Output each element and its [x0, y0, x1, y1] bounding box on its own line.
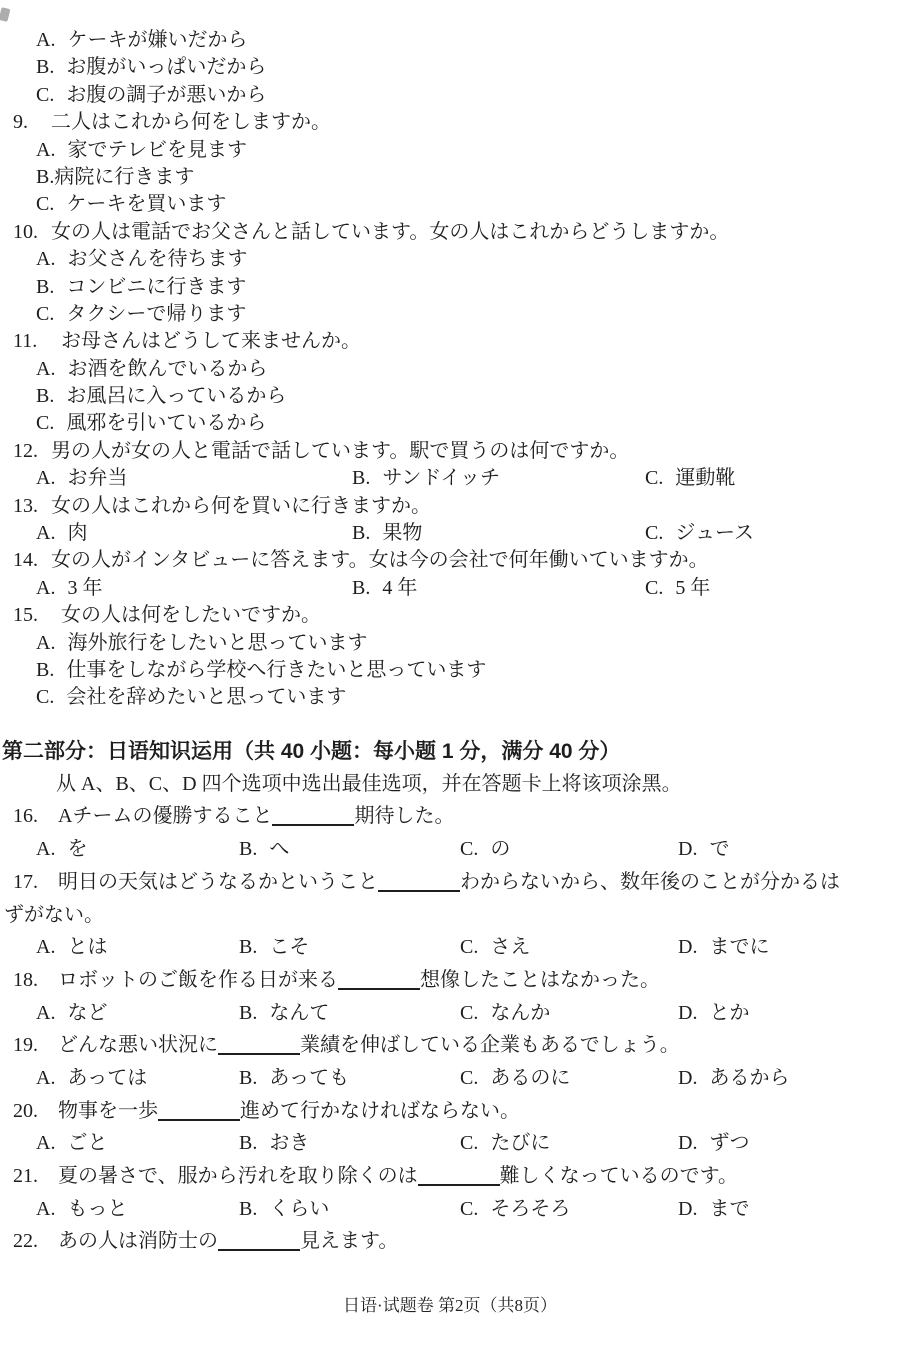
option-text: たびに [490, 1132, 551, 1155]
option-line [0, 274, 900, 301]
option-cell [460, 997, 678, 1030]
option-text: なんて [269, 1001, 330, 1024]
option-label: D. [678, 1132, 698, 1155]
option-label: B. [239, 1132, 258, 1155]
option-text: ケーキを買います [66, 193, 227, 216]
question-stem-line [0, 328, 900, 355]
question-stem-line [0, 964, 900, 997]
blank-underline [158, 1105, 240, 1121]
option-cell [36, 465, 352, 492]
blank-underline [418, 1170, 500, 1186]
question-stem: 女の人はこれから何を買いに行きますか。 [51, 494, 431, 517]
option-text: お腹がいっぱいだから [66, 56, 267, 79]
option-label: C. [460, 838, 479, 861]
option-label: A. [36, 248, 56, 271]
grammar-questions [0, 800, 900, 1258]
option-text: 会社を辞めたいと思っています [66, 686, 347, 709]
question-stem-line [0, 219, 900, 246]
option-text: まで [709, 1197, 750, 1220]
section-instruction: 从 A、B、C、D 四个选项中选出最佳选项，并在答题卡上将该项涂黑。 [56, 772, 682, 795]
option-label: B. [36, 56, 55, 79]
option-label: A. [36, 522, 56, 545]
option-row [0, 1127, 900, 1160]
question-stem-pre: ロボットのご飯を作る日が来る [58, 968, 338, 991]
section-heading: 第二部分：日语知识运用（共 40 小题：每小题 1 分，满分 40 分） [2, 739, 621, 763]
option-row [0, 997, 900, 1030]
option-line [0, 356, 900, 383]
option-text: 肉 [67, 522, 88, 545]
option-row [0, 1193, 900, 1226]
option-label: B. [36, 165, 55, 188]
option-label: B. [352, 467, 371, 490]
option-line [0, 54, 900, 81]
option-label: A. [36, 838, 56, 861]
option-label: D. [678, 1066, 698, 1089]
option-cell [352, 575, 645, 602]
blank-underline [338, 974, 420, 990]
question-stem-line [0, 1095, 900, 1128]
option-cell [36, 997, 239, 1030]
question-stem-post: 見えます。 [300, 1230, 399, 1253]
option-text: あるのに [490, 1066, 571, 1089]
option-text: あっても [269, 1066, 350, 1089]
option-label: A. [36, 467, 56, 490]
option-text: ずつ [709, 1132, 750, 1155]
option-text: お父さんを待ちます [67, 248, 248, 271]
option-label: A. [36, 1066, 56, 1089]
option-label: C. [460, 1001, 479, 1024]
question-stem-pre: 物事を一歩 [58, 1099, 158, 1122]
option-cell [678, 1062, 789, 1095]
option-text: お風呂に入っているから [66, 385, 287, 408]
option-line [0, 246, 900, 273]
option-label: C. [645, 467, 664, 490]
option-label: A. [36, 1132, 56, 1155]
option-label: A. [36, 29, 56, 51]
option-line [0, 164, 900, 191]
question-stem-line [0, 1160, 900, 1193]
blank-underline [218, 1235, 300, 1251]
option-cell [645, 520, 754, 547]
option-label: C. [36, 302, 55, 325]
option-cell [36, 931, 239, 964]
option-label: A. [36, 357, 56, 380]
option-text: くらい [269, 1197, 330, 1220]
option-line [0, 137, 900, 164]
question-number: 18. [13, 968, 38, 991]
option-label: B. [352, 576, 371, 599]
option-text: 4 年 [382, 576, 418, 599]
option-label: B. [239, 838, 258, 861]
question-stem-continuation: ずがない。 [4, 903, 104, 926]
question-stem-line [0, 1225, 900, 1258]
option-label: B. [36, 385, 55, 408]
question-stem-post: 業績を伸ばしている企業もあるでしょう。 [300, 1034, 680, 1057]
option-cell [460, 833, 678, 866]
question-stem-line [0, 602, 900, 629]
blank-underline [378, 876, 460, 892]
option-cell [239, 1062, 460, 1095]
option-label: B. [239, 936, 258, 959]
question-number: 19. [13, 1034, 38, 1057]
option-text: こそ [269, 936, 310, 959]
question-stem: 女の人は何をしたいですか。 [61, 604, 321, 627]
question-stem: 二人はこれから何をしますか。 [51, 111, 331, 134]
option-label: C. [36, 412, 55, 435]
option-text: とか [709, 1001, 750, 1024]
option-text: お腹の調子が悪いから [66, 83, 267, 106]
option-cell [678, 833, 729, 866]
option-label: B. [352, 522, 371, 545]
option-text: 風邪を引いているから [66, 412, 267, 435]
option-label: B. [239, 1001, 258, 1024]
blank-underline [218, 1039, 300, 1055]
option-text: あっては [67, 1066, 148, 1089]
option-label: C. [645, 576, 664, 599]
option-cell [239, 1193, 460, 1226]
option-text: そろそろ [490, 1197, 571, 1220]
option-cell [645, 465, 735, 492]
option-label: D. [678, 838, 698, 861]
option-label: A. [36, 138, 56, 161]
option-label: B. [239, 1197, 258, 1220]
option-cell [678, 1127, 749, 1160]
question-stem-post: 想像したことはなかった。 [420, 968, 660, 991]
option-text: 家でテレビを見ます [67, 138, 248, 161]
option-cell [352, 520, 645, 547]
question-number: 16. [13, 805, 38, 828]
question-number: 9. [13, 111, 28, 134]
blank-underline [272, 810, 354, 826]
question-number: 14. [13, 549, 38, 572]
option-label: B. [36, 658, 55, 681]
option-label: D. [678, 936, 698, 959]
question-stem-line [0, 109, 900, 136]
option-text: を [67, 838, 88, 861]
option-cell [460, 1062, 678, 1095]
option-cell [36, 1062, 239, 1095]
option-line [0, 410, 900, 437]
option-text: 海外旅行をしたいと思っています [67, 631, 368, 654]
option-label: B. [36, 275, 55, 298]
option-text: 5 年 [675, 576, 711, 599]
option-text: なんか [490, 1001, 551, 1024]
question-stem: 女の人がインタビューに答えます。女は今の会社で何年働いていますか。 [51, 549, 709, 572]
option-label: A. [36, 1197, 56, 1220]
question-stem-pre: 明日の天気はどうなるかということ [58, 870, 378, 893]
option-row [0, 575, 900, 602]
option-cell [460, 931, 678, 964]
option-cell [678, 1193, 749, 1226]
option-text: ケーキが嫌いだから [67, 29, 248, 51]
option-cell [678, 997, 749, 1030]
question-number: 10. [13, 220, 38, 243]
question-stem-pre: 夏の暑さで、服から汚れを取り除くのは [58, 1165, 418, 1188]
option-label: C. [460, 1197, 479, 1220]
option-text: 3 年 [67, 576, 103, 599]
question-stem-line [0, 866, 900, 899]
option-cell [352, 465, 645, 492]
option-line [0, 301, 900, 328]
option-text: もっと [67, 1197, 128, 1220]
option-text: おき [269, 1132, 310, 1155]
option-text: ごと [67, 1132, 108, 1155]
option-cell [239, 1127, 460, 1160]
option-cell [36, 575, 352, 602]
question-number: 11. [13, 330, 38, 353]
question-number: 17. [13, 870, 38, 893]
option-label: C. [460, 936, 479, 959]
option-label: A. [36, 631, 56, 654]
question-stem-post: 難しくなっているのです。 [499, 1165, 739, 1188]
option-label: D. [678, 1197, 698, 1220]
option-cell [239, 997, 460, 1030]
option-text: の [490, 838, 511, 861]
option-text: へ [269, 838, 290, 861]
option-cell [36, 1193, 239, 1226]
option-line [0, 657, 900, 684]
option-label: A. [36, 1001, 56, 1024]
footer-text: 日语·试题卷 第2页（共8页） [343, 1296, 557, 1315]
question-number: 15. [13, 604, 38, 627]
option-text: お弁当 [67, 467, 128, 490]
option-label: A. [36, 936, 56, 959]
option-text: 運動靴 [675, 467, 736, 490]
option-text: サンドイッチ [382, 467, 500, 490]
option-text: タクシーで帰ります [66, 302, 247, 325]
question-stem-line [0, 547, 900, 574]
option-text: 病院に行きます [54, 165, 195, 188]
option-text: 仕事をしながら学校へ行きたいと思っています [66, 658, 487, 681]
option-text: とは [67, 936, 108, 959]
option-row [0, 833, 900, 866]
question-stem-post: わからないから、数年後のことが分かるは [460, 870, 840, 893]
option-cell [645, 575, 710, 602]
question-stem-post: 進めて行かなければならない。 [240, 1099, 520, 1122]
question-stem-line [0, 1029, 900, 1062]
option-text: お酒を飲んでいるから [67, 357, 268, 380]
option-row [0, 520, 900, 547]
question-number: 21. [13, 1165, 38, 1188]
option-label: C. [645, 522, 664, 545]
option-text: あるから [709, 1066, 790, 1089]
option-line [0, 82, 900, 109]
option-label: C. [36, 83, 55, 106]
option-cell [460, 1127, 678, 1160]
option-label: C. [460, 1066, 479, 1089]
question-stem-pre: どんな悪い状況に [58, 1034, 218, 1057]
option-label: C. [36, 193, 55, 216]
question-stem-line [0, 800, 900, 833]
question-stem-pre: あの人は消防士の [58, 1230, 218, 1253]
question-number: 22. [13, 1230, 38, 1253]
option-line [0, 27, 900, 54]
question-stem: 男の人が女の人と電話で話しています。駅で買うのは何ですか。 [51, 439, 630, 462]
option-text: ジュース [675, 522, 754, 545]
question-stem-line [0, 438, 900, 465]
option-text: までに [709, 936, 770, 959]
option-label: D. [678, 1001, 698, 1024]
question-stem-pre: Aチームの優勝すること [58, 805, 273, 828]
option-text: で [709, 838, 730, 861]
option-text: 果物 [382, 522, 423, 545]
option-cell [239, 931, 460, 964]
option-text: さえ [490, 936, 531, 959]
question-number: 20. [13, 1099, 38, 1122]
option-row [0, 931, 900, 964]
scan-artifact [0, 7, 10, 22]
question-number: 12. [13, 439, 38, 462]
listening-section [0, 27, 900, 712]
question-stem: お母さんはどうして来ませんか。 [61, 330, 361, 353]
question-stem-line [0, 493, 900, 520]
question-stem-post: 期待した。 [354, 805, 455, 828]
option-text: コンビニに行きます [66, 275, 247, 298]
option-line [0, 684, 900, 711]
option-label: A. [36, 576, 56, 599]
option-cell [36, 1127, 239, 1160]
option-cell [36, 520, 352, 547]
option-line [0, 383, 900, 410]
option-cell [460, 1193, 678, 1226]
option-label: B. [239, 1066, 258, 1089]
grammar-section [0, 735, 900, 1258]
question-stem: 女の人は電話でお父さんと話しています。女の人はこれからどうしますか。 [51, 220, 730, 243]
option-cell [239, 833, 460, 866]
option-row [0, 465, 900, 492]
option-text: など [67, 1001, 108, 1024]
option-row [0, 1062, 900, 1095]
question-number: 13. [13, 494, 38, 517]
option-label: C. [460, 1132, 479, 1155]
option-label: C. [36, 686, 55, 709]
page-footer [0, 1291, 900, 1316]
option-cell [678, 931, 769, 964]
option-line [0, 630, 900, 657]
option-cell [36, 833, 239, 866]
option-line [0, 191, 900, 218]
